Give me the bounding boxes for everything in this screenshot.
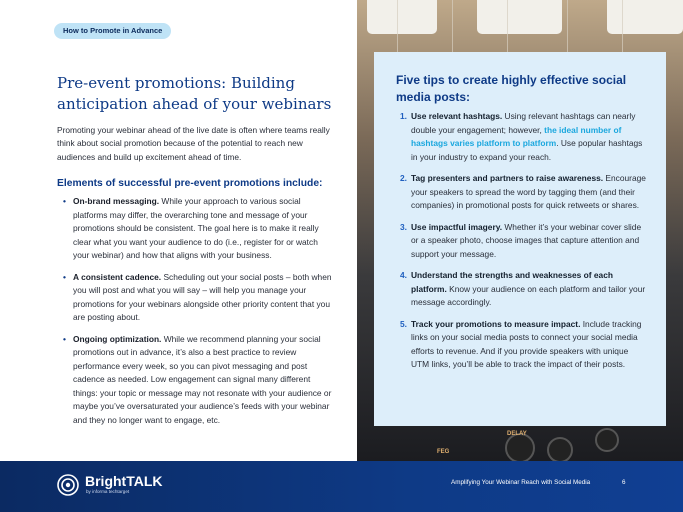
document-title: Amplifying Your Webinar Reach with Social Media — [451, 479, 591, 486]
elements-list — [63, 195, 333, 435]
guitar-pickup — [367, 0, 437, 34]
tip-title: Use relevant hashtags. — [411, 111, 503, 121]
list-item — [384, 318, 646, 372]
list-item — [384, 269, 646, 310]
pedal-label: DELAY — [507, 431, 527, 437]
guitar-pickup — [607, 0, 683, 34]
bullet-text: While we recommend planning your social promotions out in advance, it’s also a best practice to review performance every week, so you can pivot messaging and post cadence as needed. Low engagement can signal many different things: your topic or message may not resonate with your audience or maybe you’ve oversaturated your audience’s feeds with your webinar and they no longer want to engage, etc. — [73, 333, 332, 425]
page-title: Pre-event promotions: Building anticipation ahead of your webinars — [57, 74, 332, 113]
bullet-title: A consistent cadence. — [73, 271, 162, 282]
hashtag-link[interactable]: the ideal number of hashtags varies platform to platform — [411, 124, 622, 148]
guitar-string — [567, 0, 568, 60]
tip-text: Whether it’s your webinar cover slide or a speaker photo, choose images that capture attention and support your message. — [411, 221, 642, 259]
tip-text: Using relevant hashtags can nearly double your engagement; however, — [411, 111, 636, 135]
list-item — [63, 271, 333, 325]
list-item — [63, 333, 333, 428]
tip-title: Tag presenters and partners to raise awareness. — [411, 173, 604, 183]
guitar-string — [507, 0, 508, 60]
bullet-text: Scheduling out your social posts – both when you will post and what you will say – will help you manage your promotions for your webinars alongside other priority content that you are posting about. — [73, 271, 332, 322]
tip-title: Use impactful imagery. — [411, 221, 503, 232]
brighttalk-logo-icon — [57, 474, 79, 496]
guitar-string — [452, 0, 453, 60]
pedal-switch — [595, 428, 619, 452]
tip-number: 1. — [400, 111, 407, 121]
pedal-label: FEG — [437, 449, 450, 455]
list-item — [384, 110, 646, 164]
list-item — [384, 172, 646, 213]
intro-paragraph: Promoting your webinar ahead of the live date is often where teams really think about social promotion because of the potential to reach new audiences and build up excitement ahead of time. — [57, 125, 330, 162]
list-item — [63, 195, 333, 263]
tips-heading: Five tips to create highly effective social media posts: — [396, 73, 627, 104]
tip-text: Include tracking links on your social media posts to connect your social media efforts to revenue. And if you provide speakers with unique UTM links, you’ll be able to track the impact of their posts. — [411, 318, 642, 369]
guitar-string — [397, 0, 398, 60]
tip-number: 4. — [400, 270, 407, 280]
tips-list — [384, 110, 646, 380]
tip-number: 5. — [400, 318, 407, 329]
brand-sub: by informa techtarget — [86, 489, 130, 494]
tip-title: Understand the strengths and weaknesses of each platform. — [411, 270, 613, 294]
brand-logo: BrightTALK — [85, 473, 163, 489]
tip-title: Track your promotions to measure impact. — [411, 318, 581, 329]
guitar-pickup — [477, 0, 562, 34]
tip-number: 2. — [400, 173, 407, 183]
bullet-title: Ongoing optimization. — [73, 333, 162, 344]
tip-text: . Use popular hashtags in your industry to expand your reach. — [411, 138, 643, 162]
tip-text: Encourage your speakers to spread the word by tagging them (and their companies) in promotional posts for quick retweets or shares. — [411, 173, 646, 210]
list-item — [384, 221, 646, 262]
bullet-title: On-brand messaging. — [73, 196, 160, 206]
tip-number: 3. — [400, 221, 407, 232]
pedal-knob — [547, 437, 573, 461]
page-number: 6 — [622, 479, 626, 486]
bullet-text: While your approach to various social platforms may differ, the overarching tone and message of your promotions should be consistent. The goal here is to make it really clear what you want your audience to do (i.e., register for or watch your webinar) and how that aligns with your business. — [73, 196, 319, 260]
section-tag: How to Promote in Advance — [54, 23, 171, 39]
guitar-string — [622, 0, 623, 60]
elements-heading: Elements of successful pre-event promotions include: — [57, 178, 323, 189]
tip-text: Know your audience on each platform and tailor your message accordingly. — [411, 283, 646, 307]
